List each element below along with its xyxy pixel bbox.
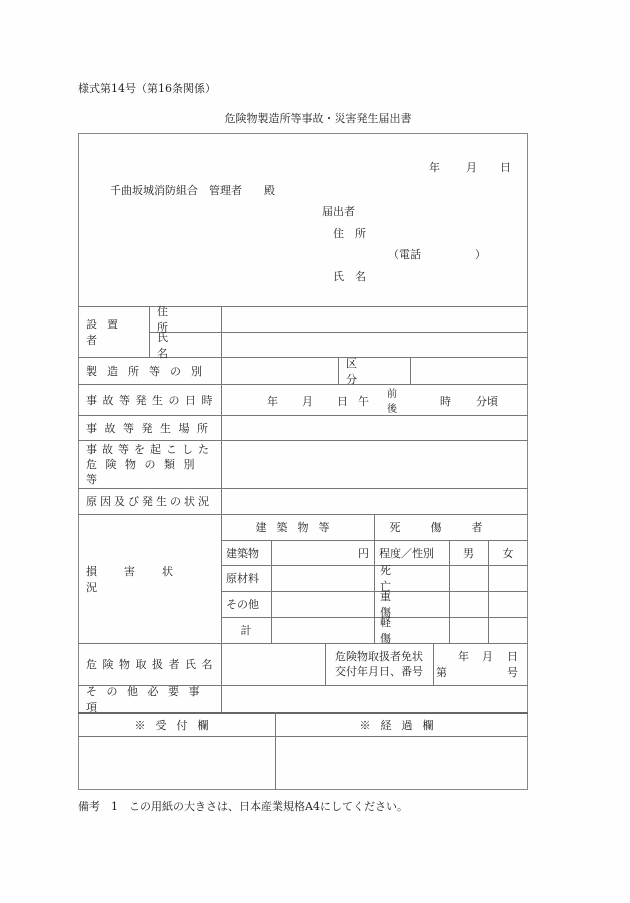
property-materials-amount[interactable]: [272, 566, 373, 591]
date-day: 日: [500, 161, 511, 174]
occ-hour: 時: [440, 395, 451, 408]
occ-ampm-prefix: 午: [358, 395, 369, 408]
license-month: 月: [482, 650, 493, 663]
damage-label: 損害状況: [86, 564, 200, 594]
license-no-suffix: 号: [507, 666, 518, 679]
installer-address-field[interactable]: [222, 307, 527, 332]
casualty-row-death: 死亡: [380, 564, 431, 593]
male-header: 男: [463, 546, 474, 560]
date-year: 年: [429, 161, 440, 174]
occ-month: 月: [302, 395, 313, 408]
reception-header: ※受付欄: [134, 718, 219, 732]
occurrence-datetime-label: 事故等発生の日時: [86, 393, 218, 407]
addressee: 千曲坂城消防組合 管理者 殿: [110, 184, 275, 197]
category-field[interactable]: [411, 358, 527, 384]
occ-am[interactable]: 前: [387, 389, 397, 400]
location-label: 事故等発生場所: [86, 421, 216, 435]
property-header: 建築物等: [255, 521, 340, 534]
occ-minute: 分頃: [476, 395, 498, 408]
facility-label: 製造所等の別: [86, 364, 212, 378]
property-row-total: 計: [240, 624, 252, 637]
installer-label: 設置者: [86, 317, 128, 347]
submitter-address-label: 住 所: [333, 227, 366, 240]
handler-label: 危険物取扱者氏名: [86, 658, 218, 671]
occ-year: 年: [267, 395, 278, 408]
minor-female-field[interactable]: [489, 618, 527, 643]
license-day: 日: [507, 650, 518, 663]
death-female-field[interactable]: [489, 566, 527, 591]
submitter-label: 届出者: [322, 205, 355, 218]
cause-label: 原因及び発生の状況: [86, 495, 212, 508]
hazmat-type-label: 事故等を起こした 危険物の類別等: [86, 442, 214, 486]
property-other-amount[interactable]: [272, 592, 373, 617]
property-row-other: その他: [226, 598, 259, 611]
installer-address-label: 住所: [157, 305, 196, 334]
phone-label: （電話: [388, 248, 421, 261]
reception-field[interactable]: [79, 737, 275, 789]
female-header: 女: [502, 546, 514, 560]
occ-day: 日: [337, 395, 348, 408]
license-year: 年: [458, 650, 469, 663]
location-field[interactable]: [222, 416, 527, 440]
minor-male-field[interactable]: [450, 618, 488, 643]
form-title: 危険物製造所等事故・災害発生届出書: [224, 112, 412, 125]
facility-type-field[interactable]: [222, 358, 338, 384]
casualty-subheader: 程度／性別: [379, 546, 434, 560]
installer-name-label: 氏名: [157, 330, 196, 360]
progress-field[interactable]: [276, 737, 527, 789]
casualty-row-minor: 軽傷: [380, 616, 431, 645]
death-male-field[interactable]: [450, 566, 488, 591]
occ-pm[interactable]: 後: [387, 404, 397, 415]
progress-header: ※経過欄: [359, 718, 444, 732]
property-row-building: 建築物: [226, 546, 259, 560]
other-field[interactable]: [222, 686, 527, 712]
date-month: 月: [466, 161, 477, 174]
installer-name-field[interactable]: [222, 333, 527, 357]
cause-field[interactable]: [222, 489, 527, 514]
handler-name-field[interactable]: [222, 644, 325, 685]
hazmat-type-field[interactable]: [222, 441, 527, 488]
property-total-amount[interactable]: [272, 618, 373, 643]
form-number: 様式第14号（第16条関係）: [78, 82, 216, 95]
serious-male-field[interactable]: [450, 592, 488, 617]
property-row-materials: 原材料: [226, 572, 259, 585]
license-no-prefix: 第: [436, 666, 447, 679]
property-building-amount[interactable]: 円: [358, 546, 369, 560]
casualty-header: 死傷者: [389, 521, 513, 534]
category-label: 区分: [346, 356, 395, 386]
license-label: 危険物取扱者免状 交付年月日、番号: [335, 650, 423, 678]
casualty-row-serious: 重傷: [380, 590, 431, 619]
footnote: 備考 1 この用紙の大きさは、日本産業規格A4にしてください。: [78, 800, 408, 813]
phone-close: ）: [475, 248, 486, 261]
serious-female-field[interactable]: [489, 592, 527, 617]
submitter-name-label: 氏 名: [333, 270, 366, 283]
other-label: その他必要事項: [86, 684, 209, 714]
